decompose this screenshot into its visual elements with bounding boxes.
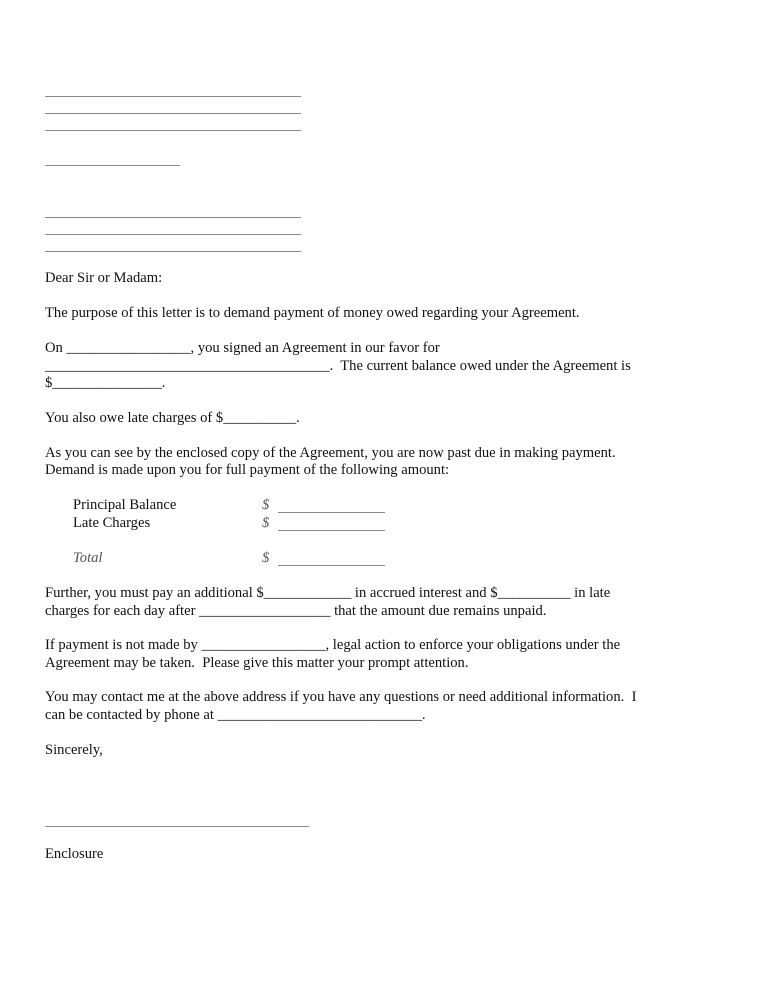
interest-paragraph-line-2: charges for each day after __________________ that the amount due remains unpaid. xyxy=(45,603,547,619)
signature-line xyxy=(45,826,309,827)
interest-paragraph-line-1: Further, you must pay an additional $____________ in accrued interest and $__________ in late xyxy=(45,585,611,601)
past-due-paragraph-line-2: Demand is made upon you for full payment of the following amount: xyxy=(45,462,450,478)
agreement-paragraph-line-2: _______________________________________. The current balance owed under the Agreement is xyxy=(45,358,631,374)
late-charges-currency: $ xyxy=(262,515,270,531)
recipient-address-line-3 xyxy=(45,251,301,252)
legal-action-paragraph-line-1: If payment is not made by _________________, legal action to enforce your obligations under the xyxy=(45,637,621,653)
contact-paragraph-line-2: can be contacted by phone at ____________________________. xyxy=(45,707,426,723)
principal-balance-label: Principal Balance xyxy=(73,497,177,513)
legal-action-paragraph-line-2: Agreement may be taken. Please give this matter your prompt attention. xyxy=(45,655,469,671)
enclosure-note: Enclosure xyxy=(45,846,104,862)
contact-paragraph-line-1: You may contact me at the above address if you have any questions or need additional information. I xyxy=(45,689,637,705)
purpose-paragraph: The purpose of this letter is to demand payment of money owed regarding your Agreement. xyxy=(45,305,580,321)
late-charges-paragraph: You also owe late charges of $__________. xyxy=(45,410,300,426)
agreement-paragraph-line-1: On _________________, you signed an Agreement in our favor for xyxy=(45,340,440,356)
sender-address-line-2 xyxy=(45,113,301,114)
total-label: Total xyxy=(73,550,103,566)
closing: Sincerely, xyxy=(45,742,103,758)
total-amount-line xyxy=(278,565,385,566)
principal-balance-currency: $ xyxy=(262,497,270,513)
late-charges-amount-line xyxy=(278,530,385,531)
agreement-paragraph-line-3: $_______________. xyxy=(45,375,166,391)
sender-address-line-1 xyxy=(45,96,301,97)
recipient-address-line-1 xyxy=(45,217,301,218)
total-currency: $ xyxy=(262,550,270,566)
recipient-address-line-2 xyxy=(45,234,301,235)
sender-address-line-3 xyxy=(45,130,301,131)
late-charges-label: Late Charges xyxy=(73,515,151,531)
past-due-paragraph-line-1: As you can see by the enclosed copy of the Agreement, you are now past due in making payment. xyxy=(45,445,616,461)
salutation: Dear Sir or Madam: xyxy=(45,270,163,286)
principal-balance-amount-line xyxy=(278,512,385,513)
date-line xyxy=(45,165,180,166)
